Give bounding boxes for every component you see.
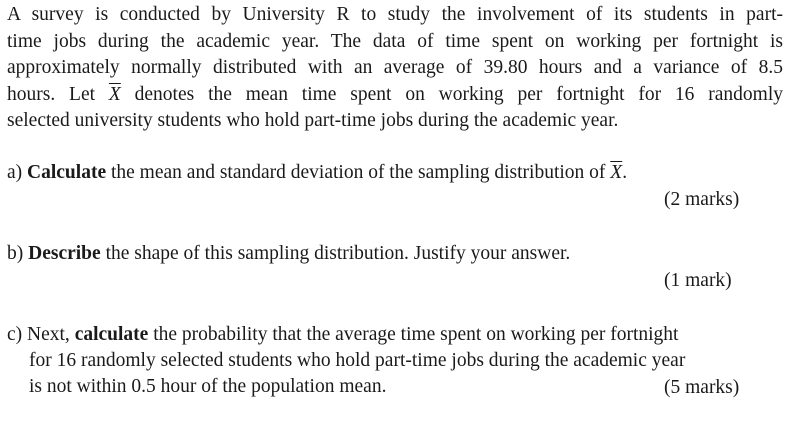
x-bar-symbol: $\overline{X}$ xyxy=(108,83,121,105)
intro-line-3: approximately normally distributed with an average of 39.80 hours and a variance of 8.5 xyxy=(7,57,783,78)
question-a-marks: (2 marks) xyxy=(664,189,740,210)
question-c-line-3: is not within 0.5 hour of the population mean. xyxy=(29,376,387,397)
intro-line-2: time jobs during the academic year. The data of time spent on working per fortnight is xyxy=(7,30,783,52)
question-c-body-1: the probability that the average time spent on working per fortnight xyxy=(148,324,679,345)
question-c-line-1 xyxy=(7,322,783,348)
intro-line-4-post: denotes the mean time spent on working per fortnight for 16 randomly xyxy=(120,83,783,105)
problem-statement xyxy=(7,2,783,135)
question-a xyxy=(7,160,783,186)
question-a-body: the mean and standard deviation of the sampling distribution of xyxy=(106,162,611,183)
question-b-marks: (1 mark) xyxy=(664,270,732,291)
intro-line-4-pre: hours. Let xyxy=(7,83,109,105)
question-b-body: the shape of this sampling distribution. Justify your answer. xyxy=(100,243,571,264)
question-c-label: c) Next, xyxy=(7,324,75,345)
intro-line-5: selected university students who hold part-time jobs during the academic year. xyxy=(7,110,619,131)
question-b-keyword: Describe xyxy=(28,243,101,264)
question-c-marks: (5 marks) xyxy=(664,377,740,398)
intro-line-1: A survey is conducted by University R to study the involvement of its students in part- xyxy=(7,4,783,25)
question-b-label: b) xyxy=(7,243,29,264)
question-b xyxy=(7,241,783,267)
question-b-text xyxy=(7,241,783,267)
question-a-text xyxy=(7,160,783,186)
intro-line-4 xyxy=(7,82,783,109)
question-a-end: . xyxy=(622,162,628,183)
question-a-keyword: Calculate xyxy=(27,162,107,183)
question-c-line-2: for 16 randomly selected students who hold part-time jobs during the academic year xyxy=(29,350,686,371)
question-a-label: a) xyxy=(7,162,28,183)
x-bar-symbol: $\overline{X}$ xyxy=(610,162,623,183)
question-c-keyword: calculate xyxy=(74,324,149,345)
